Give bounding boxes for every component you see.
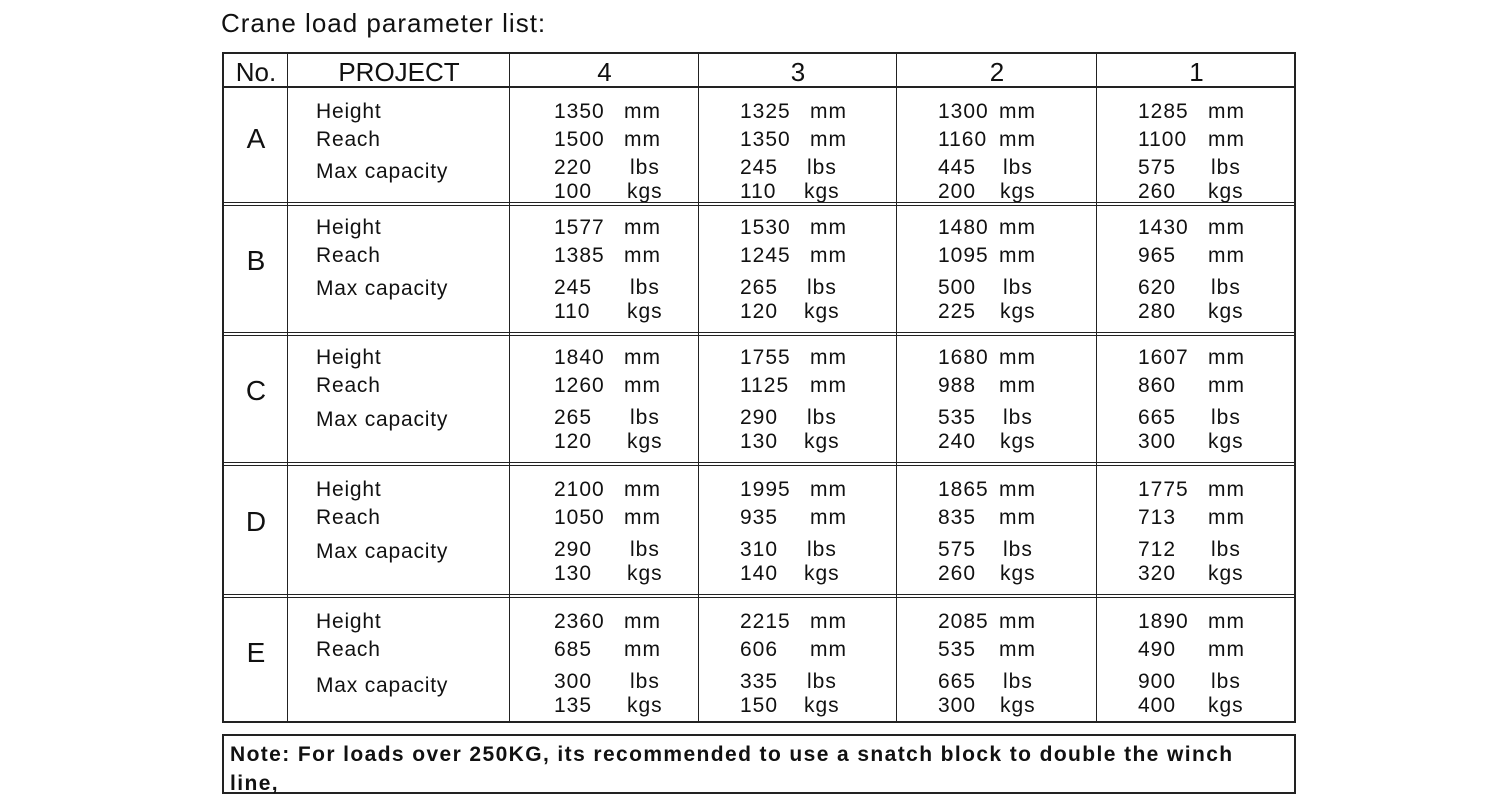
unit-mm: mm bbox=[624, 128, 661, 151]
unit-kgs: kgs bbox=[627, 300, 663, 323]
unit-kgs: kgs bbox=[804, 694, 840, 717]
value-lbs-col-4: 290 bbox=[554, 538, 593, 561]
unit-lbs: lbs bbox=[1211, 156, 1241, 179]
value-height-col-3: 1325 bbox=[740, 100, 791, 123]
unit-kgs: kgs bbox=[627, 430, 663, 453]
unit-mm: mm bbox=[810, 374, 847, 397]
value-reach-col-3: 1245 bbox=[740, 244, 791, 267]
unit-mm: mm bbox=[1208, 478, 1245, 501]
value-kgs-col-2: 225 bbox=[938, 300, 977, 323]
unit-kgs: kgs bbox=[804, 180, 840, 203]
value-kgs-col-1: 300 bbox=[1138, 430, 1177, 453]
unit-mm: mm bbox=[1208, 128, 1245, 151]
unit-mm: mm bbox=[624, 610, 661, 633]
value-kgs-col-3: 120 bbox=[740, 300, 779, 323]
value-lbs-col-4: 300 bbox=[554, 670, 593, 693]
group-letter: B bbox=[246, 245, 266, 276]
unit-mm: mm bbox=[999, 638, 1036, 661]
unit-mm: mm bbox=[999, 346, 1036, 369]
unit-mm: mm bbox=[1208, 244, 1245, 267]
param-label-height: Height bbox=[316, 216, 382, 239]
value-reach-col-4: 1260 bbox=[554, 374, 605, 397]
value-lbs-col-4: 220 bbox=[554, 156, 593, 179]
value-height-col-4: 2360 bbox=[554, 610, 605, 633]
unit-mm: mm bbox=[624, 506, 661, 529]
header-col-1: 1 bbox=[1189, 57, 1204, 87]
value-kgs-col-2: 240 bbox=[938, 430, 977, 453]
param-label-max-capacity: Max capacity bbox=[316, 540, 449, 563]
value-height-col-1: 1890 bbox=[1138, 610, 1189, 633]
value-reach-col-2: 1160 bbox=[938, 128, 988, 151]
param-label-max-capacity: Max capacity bbox=[316, 160, 449, 183]
value-height-col-4: 1840 bbox=[554, 346, 605, 369]
header-col-2: 2 bbox=[989, 57, 1005, 87]
unit-kgs: kgs bbox=[1000, 300, 1036, 323]
unit-mm: mm bbox=[1208, 346, 1245, 369]
value-reach-col-2: 835 bbox=[938, 506, 977, 529]
unit-mm: mm bbox=[1208, 638, 1245, 661]
value-reach-col-1: 713 bbox=[1138, 506, 1177, 529]
value-kgs-col-2: 300 bbox=[938, 694, 977, 717]
unit-lbs: lbs bbox=[807, 538, 837, 561]
note-text: : For loads over 250KG, its recommended to use a snatch block to double the winch line, bbox=[230, 743, 1234, 795]
unit-mm: mm bbox=[1208, 374, 1245, 397]
value-lbs-col-4: 265 bbox=[554, 406, 593, 429]
unit-mm: mm bbox=[810, 216, 847, 239]
value-reach-col-3: 1125 bbox=[740, 374, 790, 397]
value-reach-col-2: 1095 bbox=[938, 244, 989, 267]
value-reach-col-4: 1500 bbox=[554, 128, 605, 151]
value-height-col-1: 1607 bbox=[1138, 346, 1189, 369]
unit-mm: mm bbox=[1208, 610, 1245, 633]
value-height-col-2: 1865 bbox=[938, 478, 989, 501]
group-letter: C bbox=[245, 375, 267, 406]
unit-mm: mm bbox=[624, 638, 661, 661]
value-reach-col-2: 988 bbox=[938, 374, 977, 397]
value-lbs-col-2: 575 bbox=[938, 538, 977, 561]
value-lbs-col-3: 290 bbox=[740, 406, 779, 429]
unit-mm: mm bbox=[810, 100, 847, 123]
unit-lbs: lbs bbox=[807, 156, 837, 179]
unit-mm: mm bbox=[1208, 506, 1245, 529]
unit-mm: mm bbox=[999, 244, 1036, 267]
unit-mm: mm bbox=[624, 346, 661, 369]
value-kgs-col-4: 110 bbox=[554, 300, 591, 323]
value-kgs-col-3: 110 bbox=[740, 180, 777, 203]
unit-mm: mm bbox=[999, 374, 1036, 397]
value-reach-col-4: 685 bbox=[554, 638, 593, 661]
param-label-reach: Reach bbox=[316, 374, 381, 397]
value-lbs-col-2: 445 bbox=[938, 156, 977, 179]
table-header bbox=[224, 54, 1294, 88]
value-reach-col-3: 1350 bbox=[740, 128, 791, 151]
header-col-3: 3 bbox=[790, 57, 806, 87]
value-kgs-col-2: 260 bbox=[938, 562, 977, 585]
page-title: Crane load parameter list: bbox=[221, 8, 547, 38]
value-kgs-col-3: 130 bbox=[740, 430, 779, 453]
value-height-col-1: 1285 bbox=[1138, 100, 1189, 123]
unit-mm: mm bbox=[999, 100, 1036, 123]
unit-mm: mm bbox=[999, 506, 1036, 529]
value-lbs-col-2: 500 bbox=[938, 276, 977, 299]
unit-lbs: lbs bbox=[1211, 538, 1241, 561]
value-height-col-2: 2085 bbox=[938, 610, 989, 633]
value-height-col-4: 1577 bbox=[554, 216, 605, 239]
unit-kgs: kgs bbox=[1208, 300, 1244, 323]
unit-kgs: kgs bbox=[804, 430, 840, 453]
unit-mm: mm bbox=[624, 478, 661, 501]
unit-lbs: lbs bbox=[630, 406, 660, 429]
header-project: PROJECT bbox=[338, 57, 460, 87]
unit-kgs: kgs bbox=[1208, 562, 1244, 585]
unit-lbs: lbs bbox=[1003, 670, 1033, 693]
unit-mm: mm bbox=[810, 244, 847, 267]
unit-mm: mm bbox=[810, 638, 847, 661]
value-kgs-col-1: 400 bbox=[1138, 694, 1177, 717]
unit-lbs: lbs bbox=[1211, 406, 1241, 429]
unit-mm: mm bbox=[999, 478, 1036, 501]
param-label-height: Height bbox=[316, 478, 382, 501]
value-lbs-col-1: 900 bbox=[1138, 670, 1177, 693]
header-col-4: 4 bbox=[597, 57, 612, 87]
value-lbs-col-3: 310 bbox=[740, 538, 779, 561]
unit-lbs: lbs bbox=[1003, 538, 1033, 561]
param-label-reach: Reach bbox=[316, 244, 381, 267]
value-height-col-3: 1530 bbox=[740, 216, 791, 239]
param-label-max-capacity: Max capacity bbox=[316, 408, 449, 431]
value-reach-col-3: 935 bbox=[740, 506, 779, 529]
param-label-reach: Reach bbox=[316, 638, 381, 661]
value-reach-col-1: 490 bbox=[1138, 638, 1177, 661]
value-height-col-2: 1680 bbox=[938, 346, 989, 369]
param-label-max-capacity: Max capacity bbox=[316, 277, 449, 300]
value-lbs-col-2: 665 bbox=[938, 670, 977, 693]
unit-kgs: kgs bbox=[627, 562, 663, 585]
unit-kgs: kgs bbox=[1000, 430, 1036, 453]
unit-kgs: kgs bbox=[1000, 694, 1036, 717]
value-reach-col-1: 860 bbox=[1138, 374, 1177, 397]
value-height-col-1: 1430 bbox=[1138, 216, 1189, 239]
unit-kgs: kgs bbox=[627, 180, 663, 203]
value-lbs-col-1: 575 bbox=[1138, 156, 1177, 179]
param-label-height: Height bbox=[316, 100, 382, 123]
value-lbs-col-3: 245 bbox=[740, 156, 779, 179]
value-reach-col-1: 1100 bbox=[1138, 128, 1188, 151]
group-e bbox=[224, 594, 1294, 723]
value-height-col-4: 2100 bbox=[554, 478, 605, 501]
value-reach-col-4: 1385 bbox=[554, 244, 605, 267]
value-kgs-col-3: 150 bbox=[740, 694, 779, 717]
value-kgs-col-1: 260 bbox=[1138, 180, 1177, 203]
unit-mm: mm bbox=[1208, 100, 1245, 123]
note-label: Note bbox=[230, 743, 283, 766]
value-height-col-1: 1775 bbox=[1138, 478, 1189, 501]
unit-lbs: lbs bbox=[630, 538, 660, 561]
unit-kgs: kgs bbox=[804, 562, 840, 585]
unit-kgs: kgs bbox=[1208, 180, 1244, 203]
value-reach-col-2: 535 bbox=[938, 638, 977, 661]
value-height-col-3: 2215 bbox=[740, 610, 791, 633]
value-height-col-4: 1350 bbox=[554, 100, 605, 123]
unit-mm: mm bbox=[999, 128, 1036, 151]
value-lbs-col-4: 245 bbox=[554, 276, 593, 299]
param-label-height: Height bbox=[316, 610, 382, 633]
unit-kgs: kgs bbox=[804, 300, 840, 323]
value-kgs-col-4: 135 bbox=[554, 694, 593, 717]
note-box bbox=[222, 734, 1296, 794]
unit-mm: mm bbox=[999, 216, 1036, 239]
value-kgs-col-2: 200 bbox=[938, 180, 977, 203]
value-kgs-col-1: 320 bbox=[1138, 562, 1177, 585]
value-reach-col-1: 965 bbox=[1138, 244, 1177, 267]
param-label-height: Height bbox=[316, 346, 382, 369]
value-height-col-2: 1480 bbox=[938, 216, 989, 239]
unit-mm: mm bbox=[624, 374, 661, 397]
param-label-max-capacity: Max capacity bbox=[316, 674, 449, 697]
unit-lbs: lbs bbox=[807, 406, 837, 429]
value-reach-col-4: 1050 bbox=[554, 506, 605, 529]
unit-lbs: lbs bbox=[630, 276, 660, 299]
value-kgs-col-4: 130 bbox=[554, 562, 593, 585]
group-a bbox=[224, 88, 1294, 202]
unit-mm: mm bbox=[1208, 216, 1245, 239]
unit-lbs: lbs bbox=[807, 670, 837, 693]
value-lbs-col-3: 335 bbox=[740, 670, 779, 693]
value-height-col-2: 1300 bbox=[938, 100, 989, 123]
value-kgs-col-3: 140 bbox=[740, 562, 779, 585]
unit-lbs: lbs bbox=[630, 156, 660, 179]
unit-mm: mm bbox=[810, 128, 847, 151]
param-label-reach: Reach bbox=[316, 128, 381, 151]
unit-mm: mm bbox=[624, 216, 661, 239]
group-letter: D bbox=[245, 506, 267, 537]
unit-lbs: lbs bbox=[630, 670, 660, 693]
unit-kgs: kgs bbox=[627, 694, 663, 717]
unit-mm: mm bbox=[810, 478, 847, 501]
unit-lbs: lbs bbox=[1003, 156, 1033, 179]
unit-lbs: lbs bbox=[1211, 670, 1241, 693]
group-letter: A bbox=[246, 123, 266, 154]
group-letter: E bbox=[246, 637, 266, 668]
group-b bbox=[224, 202, 1294, 332]
header-no: No. bbox=[235, 57, 277, 87]
unit-kgs: kgs bbox=[1208, 694, 1244, 717]
unit-kgs: kgs bbox=[1208, 430, 1244, 453]
unit-lbs: lbs bbox=[1003, 276, 1033, 299]
unit-kgs: kgs bbox=[1000, 562, 1036, 585]
param-label-reach: Reach bbox=[316, 506, 381, 529]
value-lbs-col-3: 265 bbox=[740, 276, 779, 299]
value-kgs-col-1: 280 bbox=[1138, 300, 1177, 323]
group-c bbox=[224, 332, 1294, 462]
unit-mm: mm bbox=[624, 100, 661, 123]
value-lbs-col-1: 665 bbox=[1138, 406, 1177, 429]
value-kgs-col-4: 100 bbox=[554, 180, 593, 203]
value-lbs-col-2: 535 bbox=[938, 406, 977, 429]
unit-mm: mm bbox=[810, 506, 847, 529]
unit-mm: mm bbox=[624, 244, 661, 267]
value-lbs-col-1: 712 bbox=[1138, 538, 1177, 561]
unit-lbs: lbs bbox=[807, 276, 837, 299]
parameter-table bbox=[222, 52, 1296, 723]
unit-mm: mm bbox=[810, 346, 847, 369]
value-kgs-col-4: 120 bbox=[554, 430, 593, 453]
unit-mm: mm bbox=[810, 610, 847, 633]
unit-lbs: lbs bbox=[1211, 276, 1241, 299]
value-height-col-3: 1995 bbox=[740, 478, 791, 501]
value-lbs-col-1: 620 bbox=[1138, 276, 1177, 299]
value-height-col-3: 1755 bbox=[740, 346, 791, 369]
unit-mm: mm bbox=[999, 610, 1036, 633]
group-d bbox=[224, 462, 1294, 594]
unit-lbs: lbs bbox=[1003, 406, 1033, 429]
value-reach-col-3: 606 bbox=[740, 638, 779, 661]
unit-kgs: kgs bbox=[1000, 180, 1036, 203]
